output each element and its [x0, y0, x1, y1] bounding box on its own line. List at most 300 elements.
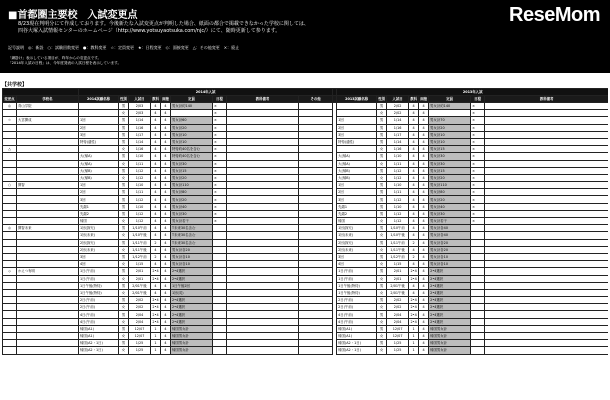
table-cell: 男: [377, 311, 387, 318]
school-name-cell: [17, 174, 79, 181]
table-cell: 1/10午後: [387, 232, 409, 239]
table-cell: [471, 340, 485, 347]
change-symbol-cell: [3, 189, 17, 196]
table-cell: 1: [409, 340, 419, 347]
column-header: 面接: [162, 97, 169, 101]
school-name-cell: [17, 138, 79, 145]
table-cell: [299, 239, 333, 246]
table-cell: 男女計各20: [429, 246, 471, 253]
table-cell: [299, 333, 333, 340]
table-cell: 4: [419, 289, 429, 296]
table-cell: 2/04: [129, 311, 151, 318]
table-cell: 1/17: [387, 131, 409, 138]
table-cell: 男女計各20: [429, 239, 471, 246]
table-cell: 4: [409, 261, 419, 268]
school-name-cell: [17, 153, 79, 160]
table-cell: 4回: [337, 261, 377, 268]
table-cell: 1日(午前): [79, 268, 119, 275]
school-name-cell: [17, 311, 79, 318]
table-cell: 2/02: [387, 297, 409, 304]
table-cell: [171, 110, 213, 117]
section-label-coed: 【共学校】: [2, 82, 28, 88]
table-cell: [227, 131, 299, 138]
table-cell: 大(帰B): [337, 174, 377, 181]
table-row: [3, 246, 609, 253]
exam-changes-table-container: [2, 88, 608, 400]
table-cell: [471, 253, 485, 260]
school-name-cell: [17, 146, 79, 153]
table-cell: 2•4: [410, 312, 417, 317]
table-cell: 男: [377, 239, 387, 246]
table-row: [3, 261, 609, 268]
table-cell: 1回(未来): [337, 232, 377, 239]
change-symbol-cell: ☆: [3, 117, 17, 124]
table-row: [3, 347, 609, 354]
resemom-logo: [509, 4, 600, 27]
table-cell: 女: [377, 275, 387, 282]
table-cell: 1/10午後: [129, 232, 151, 239]
table-cell: 4: [419, 153, 429, 160]
table-cell: 1回(英): [171, 289, 213, 296]
table-cell: 4: [419, 160, 429, 167]
table-cell: 4: [409, 153, 419, 160]
table-cell: 4: [161, 189, 171, 196]
table-cell: 2•4: [152, 269, 159, 274]
table-cell: 男: [377, 196, 387, 203]
table-cell: 4: [151, 261, 161, 268]
table-cell: 男: [119, 124, 129, 131]
symbol-legend: 記号説明 ◎：新設 ○：試験回数変更 ●：教科変更 ☆：定員変更 ★：日程変更 ◇：面接変更 △：その他変更 ×：廃止: [8, 45, 240, 50]
table-cell: 男: [377, 203, 387, 210]
table-cell: 2/01午後: [387, 282, 409, 289]
school-name-cell: [17, 289, 79, 296]
table-cell: 1: [151, 340, 161, 347]
table-cell: ×: [471, 210, 485, 217]
table-cell: 男: [377, 138, 387, 145]
table-row: [3, 225, 609, 232]
table-cell: ×: [471, 124, 485, 131]
table-cell: 男: [119, 297, 129, 304]
table-cell: 4: [161, 225, 171, 232]
table-cell: 1日(午前): [337, 275, 377, 282]
table-cell: ×: [213, 174, 227, 181]
table-cell: [227, 160, 299, 167]
table-cell: 1/11午後: [387, 246, 409, 253]
table-cell: 帰国(A1): [337, 325, 377, 332]
table-cell: 4: [409, 146, 419, 153]
school-name-cell: [17, 239, 79, 246]
table-cell: [471, 325, 485, 332]
table-cell: [485, 333, 608, 340]
table-cell: 女: [377, 232, 387, 239]
column-header: 教科備考: [227, 96, 299, 103]
change-symbol-cell: [3, 311, 17, 318]
table-cell: 4: [151, 232, 161, 239]
table-cell: 4: [151, 103, 161, 110]
footnote: 「網掛け」表示している項目が、昨年からの変更点です。 「2014年入試の日程」は、今年度発表の入試日程を表示しています。: [8, 56, 122, 65]
table-cell: 1/25: [387, 347, 409, 354]
table-cell: 女: [377, 347, 387, 354]
table-cell: 男女計各10: [171, 261, 213, 268]
table-cell: 2回(探究): [337, 239, 377, 246]
table-cell: 1/16: [129, 124, 151, 131]
table-cell: 1: [151, 325, 161, 332]
table-row: [3, 297, 609, 304]
change-symbol-cell: [3, 239, 17, 246]
table-cell: 4: [419, 340, 429, 347]
table-cell: 4: [151, 225, 161, 232]
table-cell: 1/11: [387, 160, 409, 167]
table-row: [3, 182, 609, 189]
table-cell: [471, 347, 485, 354]
table-row: [3, 311, 609, 318]
table-header-group-row: [3, 89, 609, 96]
table-cell: 1: [409, 325, 419, 332]
table-row: [3, 318, 609, 325]
table-cell: 男: [119, 210, 129, 217]
table-cell: [227, 304, 299, 311]
table-cell: 1日午後(特待): [337, 289, 377, 296]
table-cell: 4: [419, 325, 429, 332]
table-cell: [227, 218, 299, 225]
table-row: [3, 268, 609, 275]
table-cell: 1/12: [129, 218, 151, 225]
table-cell: 4: [419, 253, 429, 260]
table-cell: 1/17: [129, 131, 151, 138]
table-cell: [213, 325, 227, 332]
table-cell: [299, 325, 333, 332]
school-name-cell: 青山学院: [17, 103, 79, 110]
table-cell: 4: [151, 210, 161, 217]
logo-text: ReseMom: [509, 4, 600, 26]
table-cell: 男: [119, 167, 129, 174]
table-cell: 特待(適性): [79, 138, 119, 145]
table-cell: ×: [471, 167, 485, 174]
table-cell: 女: [119, 218, 129, 225]
table-cell: 4: [161, 153, 171, 160]
table-cell: 特待約40名を含む: [171, 146, 213, 153]
table-row: [3, 232, 609, 239]
change-symbol-cell: [3, 131, 17, 138]
table-cell: [213, 297, 227, 304]
column-header: 教科備考: [485, 96, 608, 103]
table-cell: [299, 275, 333, 282]
table-cell: 4: [161, 182, 171, 189]
school-name-cell: [17, 203, 79, 210]
table-cell: 4: [419, 146, 429, 153]
table-row: [3, 340, 609, 347]
table-cell: [485, 325, 608, 332]
table-cell: 男女計30: [429, 210, 471, 217]
table-cell: ×: [471, 203, 485, 210]
table-cell: [485, 282, 608, 289]
table-cell: 男: [119, 268, 129, 275]
table-cell: 2回: [79, 189, 119, 196]
table-cell: T未来30名含む: [171, 232, 213, 239]
table-cell: 4: [419, 117, 429, 124]
table-cell: [471, 333, 485, 340]
table-cell: [299, 189, 333, 196]
table-cell: 1/12午前: [129, 253, 151, 260]
table-cell: 男: [119, 138, 129, 145]
table-cell: 2•4選択: [171, 318, 213, 325]
table-cell: [485, 167, 608, 174]
table-cell: 大(帰A): [337, 153, 377, 160]
table-cell: 男女計若干: [171, 218, 213, 225]
table-cell: 4: [161, 117, 171, 124]
table-cell: 女: [119, 160, 129, 167]
table-cell: [471, 275, 485, 282]
table-cell: [299, 218, 333, 225]
table-cell: 男女計20: [171, 174, 213, 181]
table-cell: 女: [119, 333, 129, 340]
table-cell: [227, 239, 299, 246]
table-cell: 2•4選択: [171, 304, 213, 311]
table-cell: 4: [161, 218, 171, 225]
table-cell: 女: [377, 261, 387, 268]
table-cell: 2/04: [387, 311, 409, 318]
table-cell: [485, 225, 608, 232]
change-symbol-cell: [3, 210, 17, 217]
table-cell: 女: [377, 289, 387, 296]
table-cell: 1: [151, 347, 161, 354]
table-cell: 1/15: [387, 261, 409, 268]
table-cell: 2•4: [152, 312, 159, 317]
table-cell: 3回: [79, 253, 119, 260]
school-name-cell: [17, 218, 79, 225]
table-cell: 1回(未来): [79, 232, 119, 239]
table-cell: 1日午後(特待): [79, 282, 119, 289]
school-name-cell: かえつ有明: [17, 268, 79, 275]
table-cell: 2日(午前): [79, 304, 119, 311]
exam-changes-table: [2, 88, 608, 355]
table-cell: 大(帰A): [337, 160, 377, 167]
table-cell: 1/12: [387, 196, 409, 203]
table-cell: ×: [213, 138, 227, 145]
table-cell: 2日(午前): [337, 304, 377, 311]
table-cell: [485, 232, 608, 239]
change-symbol-cell: [3, 174, 17, 181]
table-cell: 女: [119, 174, 129, 181]
change-symbol-cell: [3, 124, 17, 131]
column-header: 定員: [429, 96, 471, 103]
change-symbol-cell: [3, 246, 17, 253]
table-cell: 男女計20: [429, 174, 471, 181]
table-cell: 2•4: [152, 305, 159, 310]
table-cell: 女: [119, 232, 129, 239]
column-header: 性別: [120, 97, 127, 101]
table-cell: 男: [119, 203, 129, 210]
table-cell: 4: [409, 232, 419, 239]
table-cell: 4: [161, 232, 171, 239]
column-header: 教科: [410, 97, 417, 101]
table-cell: 4: [161, 210, 171, 217]
table-cell: 男: [119, 239, 129, 246]
table-cell: [227, 232, 299, 239]
table-cell: 2•4: [410, 269, 417, 274]
table-cell: 帰国男女計: [429, 347, 471, 354]
table-cell: 男: [377, 103, 387, 110]
change-symbol-cell: [3, 325, 17, 332]
table-cell: 帰国男女計: [171, 340, 213, 347]
table-cell: 4: [161, 138, 171, 145]
table-cell: [471, 225, 485, 232]
table-cell: 1/25: [129, 340, 151, 347]
table-cell: 4: [409, 160, 419, 167]
table-cell: [213, 253, 227, 260]
table-cell: 4: [161, 282, 171, 289]
table-cell: 帰国男女計: [429, 333, 471, 340]
table-cell: 1/12: [129, 174, 151, 181]
table-cell: 3回: [337, 131, 377, 138]
column-header: 日程: [213, 96, 227, 103]
table-cell: [485, 138, 608, 145]
table-cell: 帰国(A1): [79, 325, 119, 332]
table-cell: 女: [377, 304, 387, 311]
table-cell: 男女計15: [429, 146, 471, 153]
table-cell: 男女計15: [429, 167, 471, 174]
table-cell: 4日(午前): [337, 311, 377, 318]
table-cell: 1/12: [387, 218, 409, 225]
table-cell: 4: [151, 203, 161, 210]
table-cell: 1/11: [129, 160, 151, 167]
table-cell: 特待約40名を含む: [171, 153, 213, 160]
school-name-cell: [17, 246, 79, 253]
table-cell: 帰国男女計: [429, 340, 471, 347]
table-cell: [337, 146, 377, 153]
school-name-cell: [17, 232, 79, 239]
column-header: 日程: [471, 96, 485, 103]
table-row: [3, 253, 609, 260]
table-cell: 1/10: [387, 182, 409, 189]
table-cell: 4: [151, 131, 161, 138]
table-row: [3, 103, 609, 110]
table-cell: ×: [213, 210, 227, 217]
table-cell: [299, 182, 333, 189]
table-cell: 12/07: [129, 333, 151, 340]
table-cell: [227, 210, 299, 217]
table-cell: 帰国: [337, 218, 377, 225]
table-cell: 2/02: [387, 110, 409, 117]
table-cell: [471, 289, 485, 296]
table-cell: 2日(午前): [337, 297, 377, 304]
table-cell: 2•4: [410, 298, 417, 303]
table-cell: 男女計40: [429, 203, 471, 210]
table-cell: 女: [119, 318, 129, 325]
table-row: [3, 203, 609, 210]
table-cell: 4: [161, 103, 171, 110]
table-cell: 2回(探究): [79, 239, 119, 246]
school-name-cell: [17, 160, 79, 167]
table-cell: 4: [151, 282, 161, 289]
table-cell: 1/12: [387, 174, 409, 181]
table-row: [3, 282, 609, 289]
table-cell: 帰国男女計: [429, 325, 471, 332]
table-cell: 1/11: [387, 189, 409, 196]
table-cell: 4: [409, 131, 419, 138]
table-cell: ×: [213, 196, 227, 203]
table-row: [3, 167, 609, 174]
table-cell: 男: [377, 117, 387, 124]
table-cell: [299, 225, 333, 232]
change-symbol-cell: [3, 232, 17, 239]
table-cell: [337, 110, 377, 117]
table-cell: ×: [213, 189, 227, 196]
table-cell: [471, 304, 485, 311]
school-name-cell: [17, 110, 79, 117]
table-cell: 3回: [337, 196, 377, 203]
table-cell: 男女計20: [171, 196, 213, 203]
table-cell: 1: [151, 333, 161, 340]
table-cell: [299, 110, 333, 117]
table-cell: 男女計30: [429, 160, 471, 167]
table-cell: 女: [119, 110, 129, 117]
table-cell: 4: [161, 246, 171, 253]
table-cell: [299, 289, 333, 296]
table-cell: [213, 282, 227, 289]
table-cell: 4: [409, 246, 419, 253]
table-cell: 1/10: [387, 153, 409, 160]
table-row: [3, 174, 609, 181]
table-cell: 2回(未来): [337, 246, 377, 253]
table-cell: [471, 239, 485, 246]
table-cell: 男女計10: [429, 138, 471, 145]
table-cell: ×: [471, 153, 485, 160]
table-cell: 2•4: [152, 298, 159, 303]
table-cell: 1/12午前: [387, 253, 409, 260]
table-cell: ×: [471, 138, 485, 145]
school-name-cell: [17, 282, 79, 289]
table-cell: [471, 268, 485, 275]
column-header: 入試日: [387, 96, 409, 103]
table-cell: 男女計30: [429, 153, 471, 160]
table-cell: 4: [409, 182, 419, 189]
table-cell: [79, 103, 119, 110]
table-cell: 4: [151, 146, 161, 153]
table-cell: 帰国(A2・1日): [337, 340, 377, 347]
table-cell: ×: [213, 117, 227, 124]
table-cell: [429, 110, 471, 117]
table-cell: 1回: [79, 182, 119, 189]
table-cell: [485, 268, 608, 275]
table-cell: 4: [409, 167, 419, 174]
table-cell: 1/11午前: [129, 239, 151, 246]
table-cell: 2/01午後: [129, 289, 151, 296]
table-cell: 先端1: [337, 203, 377, 210]
table-cell: 女: [119, 261, 129, 268]
table-cell: 4: [151, 124, 161, 131]
table-cell: 男女計20: [171, 124, 213, 131]
table-cell: 1/12: [387, 167, 409, 174]
table-row: [3, 117, 609, 124]
table-cell: 2回: [337, 124, 377, 131]
table-cell: 4: [151, 196, 161, 203]
table-cell: [485, 246, 608, 253]
table-cell: 女: [119, 304, 129, 311]
table-cell: [485, 189, 608, 196]
table-cell: 4: [161, 174, 171, 181]
column-header: 学校名: [17, 96, 79, 103]
table-cell: 4日(午前): [79, 318, 119, 325]
table-cell: 4: [161, 268, 171, 275]
change-symbol-cell: [3, 110, 17, 117]
table-cell: 4: [409, 282, 419, 289]
table-cell: 1/12: [129, 210, 151, 217]
table-cell: 男: [119, 182, 129, 189]
table-cell: [227, 189, 299, 196]
table-cell: 4: [419, 103, 429, 110]
column-header: 2014試験名称: [79, 96, 119, 103]
